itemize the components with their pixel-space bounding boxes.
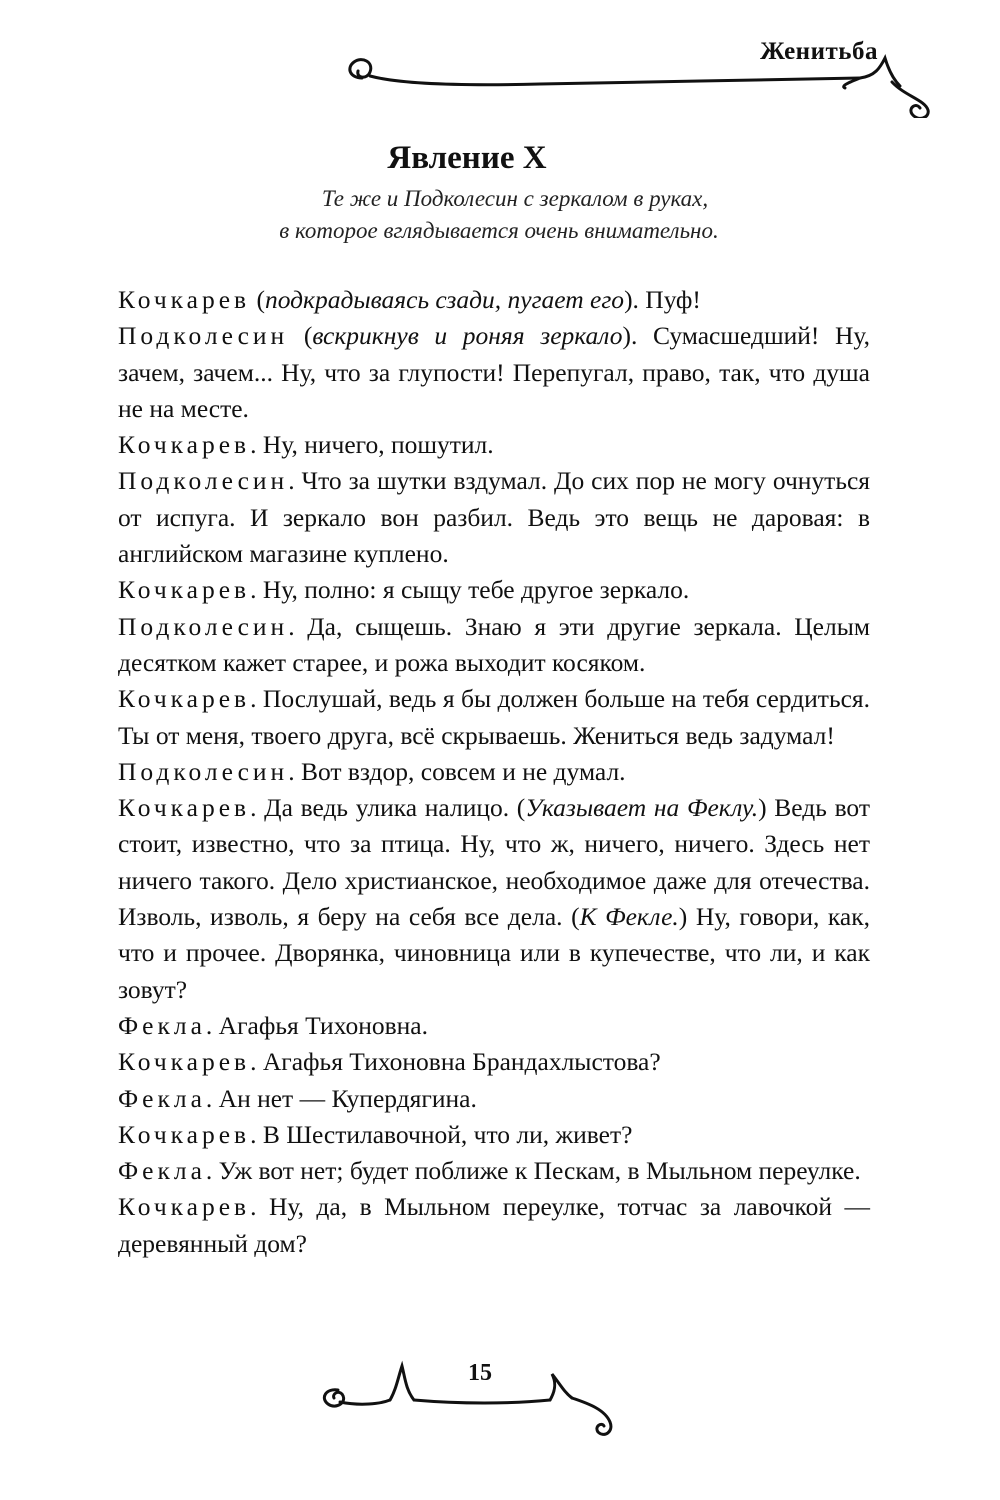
speech-text: ) Ну, говори, как, что и прочее. Дворянка, чиновница или в купечестве, что ли, и как зовут? [118,902,870,1004]
speaker-name: Подколесин [118,466,289,496]
speech-text: ). Пуф! [624,285,701,314]
speech-text: ) Ведь вот стоит, известно, что за птица. Ну, что ж, ничего, ничего. Здесь нет ничего такого. Дело христианское, необходимое даже для отечества. Изволь, изволь, я беру на себя все дела. ( [118,793,870,932]
speaker-name: Кочкарев [118,793,251,823]
stage-remark: К Фекле. [579,902,679,932]
scene-title: Явление X [387,140,547,176]
speech-text: . Агафья Тихоновна Брандахлыстова? [250,1047,661,1077]
stage-remark: подкрадываясь сзади, пугает его [264,285,625,314]
dialogue-line [118,463,870,572]
speaker-name: Фекла [118,1156,206,1186]
dialogue-line [118,1008,870,1044]
dialogue-line [118,282,870,318]
speech-text: . Уж вот нет; будет поближе к Пескам, в Мыльном переулке. [205,1156,861,1186]
speech-text: . Да ведь улика налицо. ( [250,793,526,823]
stage-direction [0,183,1000,247]
speech-text: . Ну, полно: я сыщу тебе другое зеркало. [250,575,690,605]
running-head [340,38,940,118]
dialogue-line [118,609,870,682]
speech-text: . Ну, да, в Мыльном переулке, тотчас за лавочкой — деревянный дом? [118,1192,870,1258]
speaker-name: Кочкарев [118,1119,251,1149]
dialogue-line [118,427,870,463]
speaker-name: Кочкарев [118,285,251,314]
stage-remark: Указывает на Феклу. [525,793,759,823]
page-number: 15 [468,1360,492,1386]
dialogue-line [118,1044,870,1080]
speaker-name: Кочкарев [118,1047,251,1077]
speaker-name: Подколесин [118,321,289,351]
speech-text: . В Шестилавочной, что ли, живет? [250,1119,633,1149]
speaker-name: Фекла [118,1083,206,1113]
dialogue-line [118,790,870,1008]
speaker-name: Кочкарев [118,684,251,714]
page-footer [310,1360,670,1450]
speaker-name: Кочкарев [118,575,251,605]
speaker-name: Подколесин [118,611,289,641]
speaker-name: Подколесин [118,756,289,786]
dialogue-line [118,681,870,754]
dialogue-body [118,282,870,1262]
speaker-name: Кочкарев [118,430,251,460]
dialogue-line [118,1081,870,1117]
stage-direction-line: Те же и Подколесин с зеркалом в руках, [321,186,709,211]
speech-text: . Вот вздор, совсем и не думал. [288,756,626,786]
speaker-name: Кочкарев [118,1192,251,1222]
stage-direction-line: в которое вглядывается очень внимательно. [279,218,719,243]
speech-text: . Ну, ничего, пошутил. [250,430,494,460]
dialogue-line [118,1153,870,1189]
scene-heading [0,140,1000,247]
dialogue-line [118,1189,870,1262]
speech-text: ). Сумасшедший! Ну, зачем, зачем... Ну, что за глупости! Перепугал, право, так, что душа не на месте. [118,321,870,423]
dialogue-line [118,754,870,790]
speech-text: . Послушай, ведь я бы должен больше на тебя сердиться. Ты от меня, твоего друга, всё скрываешь. Жениться ведь задумал! [118,684,870,750]
dialogue-line [118,1117,870,1153]
speech-text: . Ан нет — Купердягина. [205,1083,477,1113]
speech-text: . Что за шутки вздумал. До сих пор не могу очнуться от испуга. И зеркало вон разбил. Ведь это вещь не даровая: в английском магазине куплено. [118,466,870,569]
speaker-name: Фекла [118,1010,206,1040]
speech-text: . Агафья Тихоновна. [205,1010,428,1040]
running-head-title: Женитьба [760,38,878,65]
stage-remark: вскрикнув и роняя зеркало [312,321,623,351]
dialogue-line [118,318,870,427]
speech-text: . Да, сыщешь. Знаю я эти другие зеркала. Целым десятком кажет старее, и рожа выходит косяком. [118,611,870,677]
speech-text: ( [288,321,313,351]
speech-text: ( [250,285,265,314]
dialogue-line [118,572,870,608]
